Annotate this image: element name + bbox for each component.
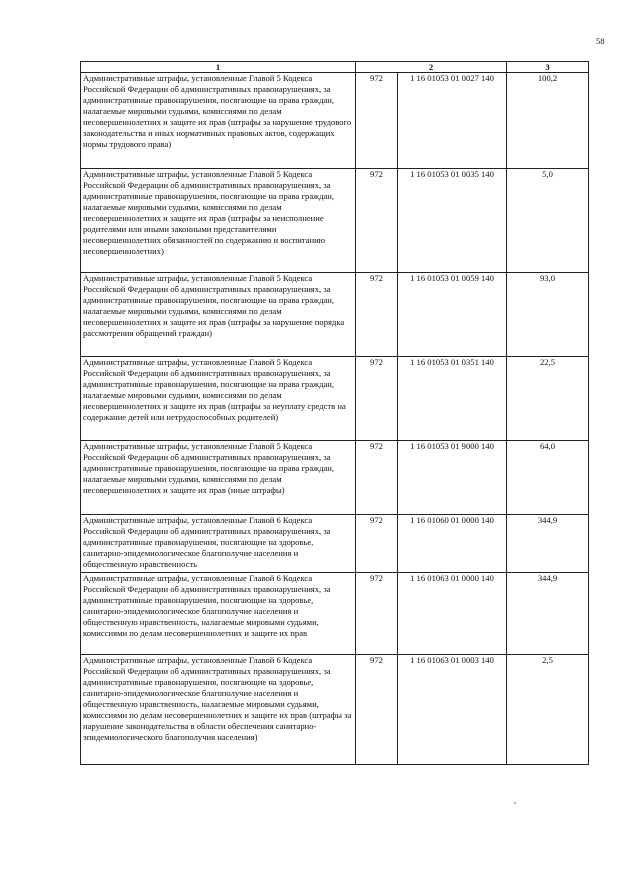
row-value: 2,5 [507,655,589,765]
header-col-1: 1 [81,62,356,73]
table-row [81,273,589,357]
table-row [81,441,589,515]
row-admin-code: 972 [356,73,398,169]
row-name: Административные штрафы, установленные Главой 6 Кодекса Российской Федерации об административных правонарушениях, за административные правонарушения, посягающие на здоровье, санитарно-эпидемиологическое благополучие населения и общественную нравственность, налагаемые мировыми судьями, комиссиями по делам несовершеннолетних и защите их прав [81,573,356,655]
page-number: 58 [596,36,605,46]
row-value: 64,0 [507,441,589,515]
row-name: Административные штрафы, установленные Главой 5 Кодекса Российской Федерации об административных правонарушениях, за административные правонарушения, посягающие на права граждан, налагаемые мировыми судьями, комиссиями по делам несовершеннолетних и защите их прав (штрафы за неисполнение родителями или иными законными представителями несовершеннолетних обязанностей по содержанию и воспитанию несовершеннолетних) [81,169,356,273]
row-value: 344,9 [507,573,589,655]
row-value: 344,9 [507,515,589,573]
table-header-row [81,62,589,73]
row-kbk-code: 1 16 01063 01 0000 140 [398,573,507,655]
row-name: Административные штрафы, установленные Главой 5 Кодекса Российской Федерации об административных правонарушениях, за административные правонарушения, посягающие на права граждан, налагаемые мировыми судьями, комиссиями по делам несовершеннолетних и защите их прав (штрафы за нарушение порядка рассмотрения обращений граждан) [81,273,356,357]
row-kbk-code: 1 16 01053 01 0035 140 [398,169,507,273]
header-col-2: 2 [356,62,507,73]
row-kbk-code: 1 16 01063 01 0003 140 [398,655,507,765]
row-kbk-code: 1 16 01053 01 9000 140 [398,441,507,515]
revenue-table [80,61,589,765]
row-admin-code: 972 [356,273,398,357]
table-row [81,655,589,765]
row-kbk-code: 1 16 01053 01 0351 140 [398,357,507,441]
row-admin-code: 972 [356,357,398,441]
row-admin-code: 972 [356,573,398,655]
row-kbk-code: 1 16 01053 01 0059 140 [398,273,507,357]
row-value: 100,2 [507,73,589,169]
table-row [81,573,589,655]
row-name: Административные штрафы, установленные Главой 6 Кодекса Российской Федерации об административных правонарушениях, за административные правонарушения, посягающие на здоровье, санитарно-эпидемиологическое благополучие населения и общественную нравственность [81,515,356,573]
row-admin-code: 972 [356,441,398,515]
row-admin-code: 972 [356,169,398,273]
table-row [81,73,589,169]
table-row [81,357,589,441]
table-row [81,515,589,573]
row-name: Административные штрафы, установленные Главой 5 Кодекса Российской Федерации об административных правонарушениях, за административные правонарушения, посягающие на права граждан, налагаемые мировыми судьями, комиссиями по делам несовершеннолетних и защите их прав (иные штрафы) [81,441,356,515]
row-admin-code: 972 [356,655,398,765]
row-admin-code: 972 [356,515,398,573]
row-name: Административные штрафы, установленные Главой 6 Кодекса Российской Федерации об административных правонарушениях, за административные правонарушения, посягающие на здоровье, санитарно-эпидемиологическое благополучие населения и общественную нравственность, налагаемые мировыми судьями, комиссиями по делам несовершеннолетних и защите их прав (штрафы за нарушение законодательства в области обеспечения санитарно-эпидемиологического благополучия населения) [81,655,356,765]
row-kbk-code: 1 16 01053 01 0027 140 [398,73,507,169]
header-col-3: 3 [507,62,589,73]
table-row [81,169,589,273]
row-value: 5,0 [507,169,589,273]
row-value: 22,5 [507,357,589,441]
row-value: 93,0 [507,273,589,357]
scan-speck [514,802,516,804]
row-kbk-code: 1 16 01060 01 0000 140 [398,515,507,573]
row-name: Административные штрафы, установленные Главой 5 Кодекса Российской Федерации об административных правонарушениях, за административные правонарушения, посягающие на права граждан, налагаемые мировыми судьями, комиссиями по делам несовершеннолетних и защите их прав (штрафы за нарушение трудового законодательства и иных нормативных правовых актов, содержащих нормы трудового права) [81,73,356,169]
row-name: Административные штрафы, установленные Главой 5 Кодекса Российской Федерации об административных правонарушениях, за административные правонарушения, посягающие на права граждан, налагаемые мировыми судьями, комиссиями по делам несовершеннолетних и защите их прав (штрафы за неуплату средств на содержание детей или нетрудоспособных родителей) [81,357,356,441]
